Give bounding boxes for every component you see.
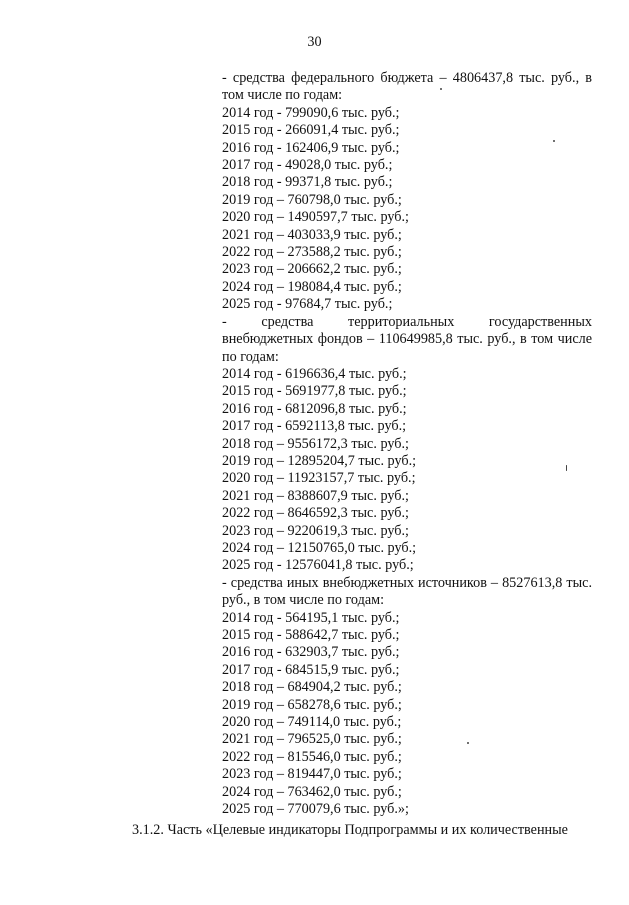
list-item: 2018 год – 684904,2 тыс. руб.;	[222, 679, 402, 696]
list-item: 2018 год - 99371,8 тыс. руб.;	[222, 174, 393, 191]
list-item: 2015 год - 266091,4 тыс. руб.;	[222, 122, 400, 139]
list-item: 2019 год – 12895204,7 тыс. руб.;	[222, 452, 417, 469]
list-item: 2025 год - 97684,7 тыс. руб.;	[222, 296, 393, 313]
list-item: 2024 год – 763462,0 тыс. руб.;	[222, 783, 402, 800]
section-heading-3-1-2: 3.1.2. Часть «Целевые индикаторы Подпрограммы и их количественные	[132, 822, 568, 838]
list-item: 2015 год - 588642,7 тыс. руб.;	[222, 627, 400, 643]
list-item: 2020 год – 749114,0 тыс. руб.;	[222, 714, 402, 731]
list-item: 2015 год - 5691977,8 тыс. руб.;	[222, 383, 407, 400]
list-item: 2023 год – 206662,2 тыс. руб.;	[222, 261, 402, 278]
list-item: 2019 год – 658278,6 тыс. руб.;	[222, 696, 402, 713]
list-item: 2022 год – 8646592,3 тыс. руб.;	[222, 505, 409, 522]
list-item: 2016 год - 6812096,8 тыс. руб.;	[222, 400, 407, 417]
list-item: 2021 год – 403033,9 тыс. руб.;	[222, 226, 402, 243]
list-item: 2020 год – 11923157,7 тыс. руб.;	[222, 470, 416, 487]
scan-speck	[440, 88, 442, 90]
list-item: 2014 год - 564195,1 тыс. руб.;	[222, 609, 400, 626]
other-sources-intro: - средства иных внебюджетных источников – 8527613,8 тыс. руб., в том числе по годам:	[222, 574, 592, 609]
list-item: 2024 год – 198084,4 тыс. руб.;	[222, 278, 402, 295]
list-item: 2014 год - 799090,6 тыс. руб.;	[222, 104, 400, 121]
scan-speck	[467, 742, 469, 744]
list-item: 2014 год - 6196636,4 тыс. руб.;	[222, 365, 407, 382]
list-item: 2024 год – 12150765,0 тыс. руб.;	[222, 539, 417, 556]
list-item: 2025 год - 12576041,8 тыс. руб.;	[222, 557, 414, 574]
federal-budget-years	[222, 105, 592, 314]
other-sources-years	[222, 610, 592, 819]
list-item: 2022 год – 815546,0 тыс. руб.;	[222, 748, 402, 765]
list-item: 2023 год – 9220619,3 тыс. руб.;	[222, 522, 409, 539]
scan-speck	[566, 465, 567, 471]
list-item: 2023 год – 819447,0 тыс. руб.;	[222, 766, 402, 783]
list-item: 2016 год - 162406,9 тыс. руб.;	[222, 139, 400, 156]
list-item: 2017 год - 684515,9 тыс. руб.;	[222, 661, 400, 678]
scan-speck	[553, 140, 555, 142]
list-item: 2018 год – 9556172,3 тыс. руб.;	[222, 435, 409, 452]
funding-sources	[222, 70, 592, 818]
list-item: 2017 год - 6592113,8 тыс. руб.;	[222, 418, 407, 435]
list-item: 2017 год - 49028,0 тыс. руб.;	[222, 157, 393, 174]
list-item: 2016 год - 632903,7 тыс. руб.;	[222, 644, 400, 661]
page-number: 30	[307, 34, 322, 50]
list-item: 2021 год – 8388607,9 тыс. руб.;	[222, 487, 409, 504]
list-item: 2019 год – 760798,0 тыс. руб.;	[222, 191, 402, 208]
list-item: 2022 год – 273588,2 тыс. руб.;	[222, 244, 402, 261]
list-item: 2020 год – 1490597,7 тыс. руб.;	[222, 209, 409, 226]
federal-budget-intro: - средства федерального бюджета – 4806437,8 тыс. руб., в том числе по годам:	[222, 70, 592, 104]
list-item: 2025 год – 770079,6 тыс. руб.»;	[222, 801, 409, 818]
territorial-funds-intro: - средства территориальных государственных внебюджетных фондов – 110649985,8 тыс. руб., в том числе по годам:	[222, 313, 592, 365]
list-item: 2021 год – 796525,0 тыс. руб.;	[222, 731, 402, 748]
territorial-funds-years	[222, 366, 592, 575]
